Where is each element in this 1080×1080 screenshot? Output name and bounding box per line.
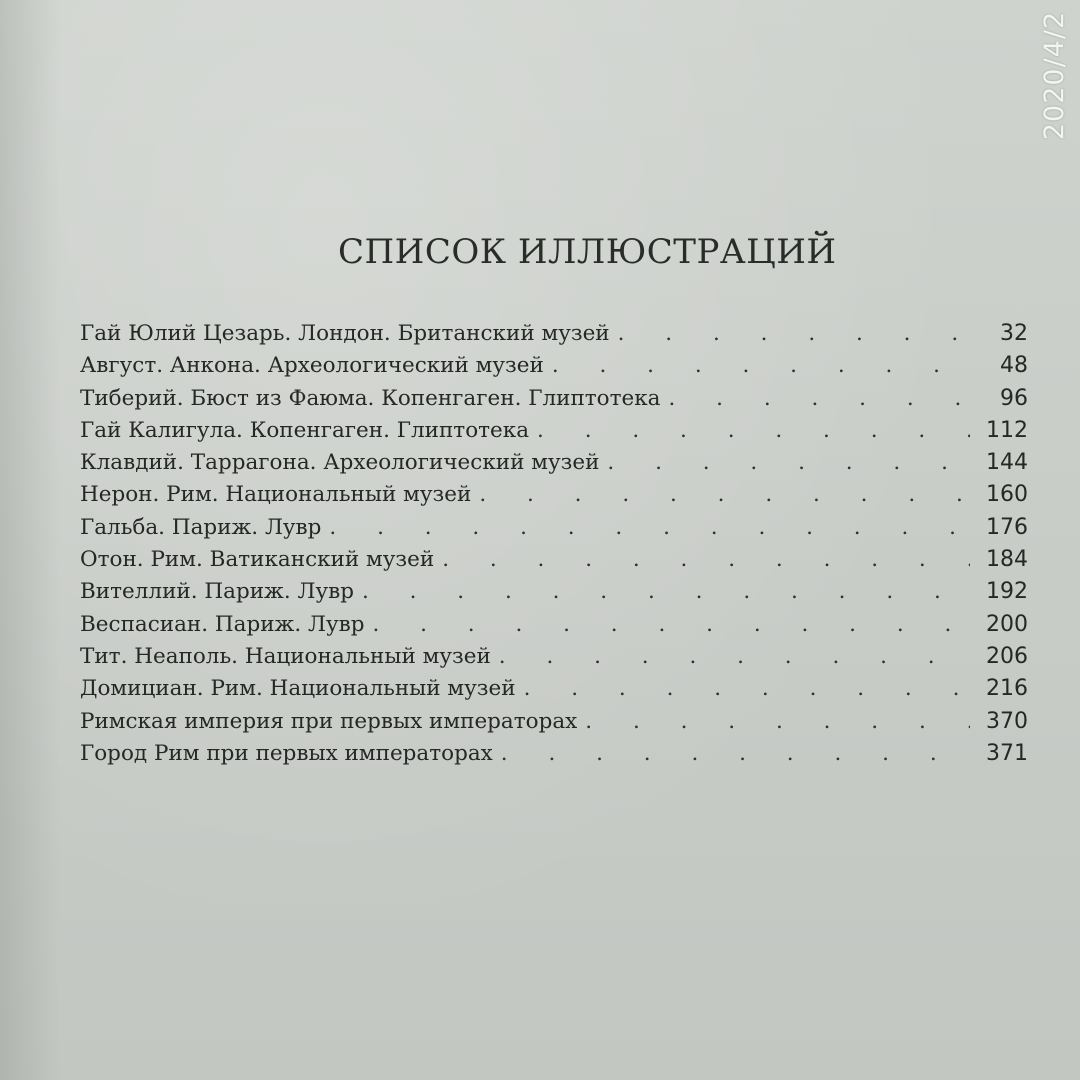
illustrations-list (80, 318, 1028, 770)
entry-page-number: 370 (986, 708, 1028, 734)
entry-caption: Веспасиан. Париж. Лувр (80, 611, 365, 637)
list-item (80, 350, 1028, 382)
entry-caption: Вителлий. Париж. Лувр (80, 579, 354, 605)
dot-leader (362, 576, 970, 608)
entry-page-number: 184 (986, 547, 1028, 573)
list-item (80, 447, 1028, 479)
entry-caption: Гай Юлий Цезарь. Лондон. Британский музей (80, 321, 610, 346)
list-item (80, 544, 1028, 576)
list-item (80, 512, 1028, 544)
entry-page-number: 176 (986, 514, 1028, 540)
dot-leader (442, 544, 970, 576)
entry-caption: Тит. Неаполь. Национальный музей (80, 643, 491, 669)
dot-leader (552, 350, 970, 382)
entry-caption: Нерон. Рим. Национальный музей (80, 482, 472, 508)
list-item (80, 609, 1028, 641)
dot-leader (329, 512, 970, 544)
entry-caption: Отон. Рим. Ватиканский музей (80, 547, 435, 573)
list-item (80, 706, 1028, 738)
date-stamp-text: 2020/4/2 (1039, 10, 1071, 141)
list-item (80, 318, 1028, 350)
entry-caption: Август. Анкона. Археологический музей (80, 353, 544, 379)
entry-page-number: 192 (986, 579, 1028, 605)
entry-page-number: 32 (1000, 321, 1028, 346)
entry-page-number: 216 (986, 676, 1028, 702)
entry-page-number: 96 (1000, 385, 1028, 411)
entry-page-number: 48 (1000, 353, 1028, 379)
list-item (80, 738, 1028, 770)
list-item (80, 641, 1028, 673)
entry-page-number: 206 (986, 643, 1028, 669)
page-edge-shadow (0, 0, 60, 1080)
page-title: СПИСОК ИЛЛЮСТРАЦИЙ (338, 232, 837, 272)
list-item (80, 479, 1028, 511)
entry-caption: Клавдий. Таррагона. Археологический музей (80, 450, 600, 476)
entry-page-number: 144 (986, 450, 1028, 476)
entry-caption: Город Рим при первых императорах (80, 740, 493, 766)
entry-caption: Тиберий. Бюст из Фаюма. Копенгаген. Глиптотека (80, 385, 661, 411)
entry-caption: Гай Калигула. Копенгаген. Глиптотека (80, 417, 530, 443)
list-item (80, 383, 1028, 415)
entry-caption: Гальба. Париж. Лувр (80, 514, 322, 540)
dot-leader (499, 641, 970, 673)
dot-leader (618, 318, 970, 350)
entry-page-number: 200 (986, 611, 1028, 637)
dot-leader (585, 706, 970, 738)
list-item (80, 673, 1028, 705)
entry-page-number: 112 (986, 417, 1028, 443)
dot-leader (524, 673, 970, 705)
entry-page-number: 371 (986, 740, 1028, 766)
entry-caption: Римская империя при первых императорах (80, 708, 578, 734)
dot-leader (669, 383, 971, 415)
dot-leader (607, 447, 970, 479)
dot-leader (537, 415, 970, 447)
entry-page-number: 160 (986, 482, 1028, 508)
dot-leader (372, 609, 970, 641)
list-item (80, 576, 1028, 608)
entry-caption: Домициан. Рим. Национальный музей (80, 676, 516, 702)
dot-leader (479, 479, 970, 511)
date-stamp (1038, 0, 1072, 170)
dot-leader (501, 738, 970, 770)
list-item (80, 415, 1028, 447)
